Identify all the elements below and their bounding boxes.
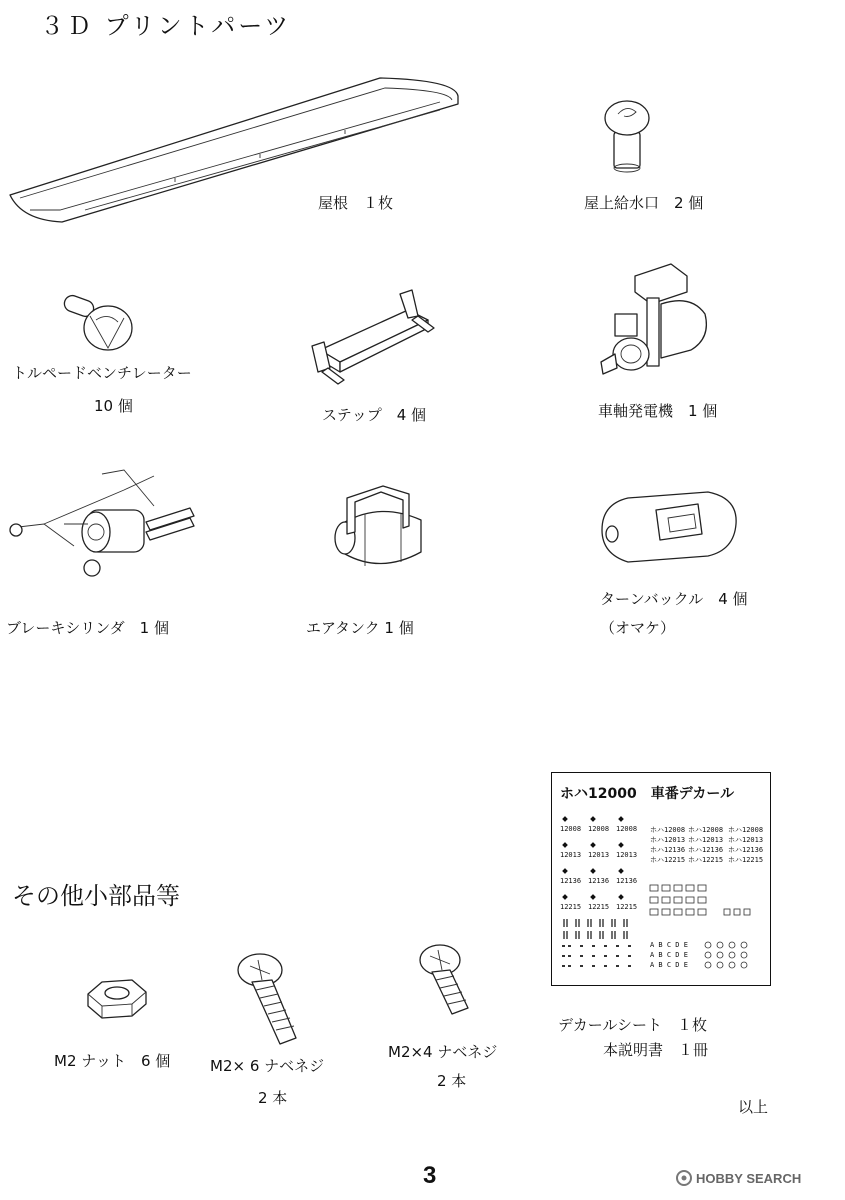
decal-sheet <box>551 772 771 986</box>
decal-letters: A B C D E <box>650 951 688 959</box>
turnbuckle-illustration <box>598 488 743 568</box>
water-filler-illustration <box>600 96 660 176</box>
decal-number: 12008 <box>616 825 638 833</box>
decal-number: ホハ12215 <box>650 856 686 864</box>
nut-illustration <box>82 972 152 1028</box>
part-label-ventilator: トルペードベンチレーター <box>12 364 192 382</box>
decal-number: 12013 <box>616 851 638 859</box>
decal-number: ホハ12013 <box>728 836 764 844</box>
decal-number: ホハ12136 <box>650 846 686 854</box>
part-label-roof: 屋根 １枚 <box>318 194 394 212</box>
decal-number: 12008 <box>588 825 610 833</box>
decal-letters: A B C D E <box>650 961 688 969</box>
part-label-turnbuckle-note: （オマケ） <box>600 619 676 637</box>
decal-number: 12136 <box>588 877 610 885</box>
decal-number: 12136 <box>616 877 638 885</box>
part-label-ventilator-qty: 10 個 <box>94 397 133 415</box>
screw-m2x6-illustration <box>228 950 308 1050</box>
decal-title: ホハ12000 車番デカール <box>560 786 735 802</box>
part-label-screw-m2x6: M2× 6 ナベネジ <box>210 1057 325 1075</box>
part-label-screw-m2x6-qty: 2 本 <box>258 1089 288 1107</box>
part-label-turnbuckle: ターンバックル 4 個 <box>600 590 748 608</box>
decal-number: ホハ12215 <box>688 856 724 864</box>
other-parts-title: その他小部品等 <box>12 882 180 910</box>
decal-number: 12008 <box>560 825 582 833</box>
decal-number: 12215 <box>588 903 610 911</box>
part-label-brake-cylinder: ブレーキシリンダ 1 個 <box>6 619 169 637</box>
part-label-air-tank: エアタンク 1 個 <box>306 619 414 637</box>
decal-number: 12136 <box>560 877 582 885</box>
decal-number: 12013 <box>560 851 582 859</box>
part-label-step: ステップ 4 個 <box>322 406 427 424</box>
step-illustration <box>300 288 450 388</box>
decal-number: ホハ12215 <box>728 856 764 864</box>
part-label-water-filler: 屋上給水口 2 個 <box>584 194 704 212</box>
decal-letters: A B C D E <box>650 941 688 949</box>
generator-illustration <box>595 258 725 388</box>
section-title: ３Ｄ プリントパーツ <box>40 12 292 40</box>
decal-number: ホハ12008 <box>688 826 724 834</box>
watermark <box>676 1170 801 1186</box>
decal-number: ホハ12136 <box>728 846 764 854</box>
end-text: 以上 <box>738 1098 769 1116</box>
part-label-decal-sheet: デカールシート １枚 <box>558 1016 708 1034</box>
decal-number: 12013 <box>588 851 610 859</box>
watermark-text: HOBBY SEARCH <box>696 1170 802 1186</box>
decal-number: 12215 <box>616 903 638 911</box>
ventilator-illustration <box>58 290 148 360</box>
page-number: 3 <box>423 1162 437 1189</box>
decal-number: ホハ12013 <box>688 836 724 844</box>
brake-cylinder-illustration <box>4 466 199 591</box>
part-label-screw-m2x4: M2×4 ナベネジ <box>388 1043 498 1061</box>
decal-number: ホハ12013 <box>650 836 686 844</box>
part-label-manual: 本説明書 １冊 <box>603 1041 709 1059</box>
decal-number: ホハ12008 <box>650 826 686 834</box>
air-tank-illustration <box>325 482 435 582</box>
decal-number: ホハ12136 <box>688 846 724 854</box>
decal-number: 12215 <box>560 903 582 911</box>
roof-illustration <box>0 70 470 230</box>
screw-m2x4-illustration <box>410 940 480 1020</box>
part-label-generator: 車軸発電機 1 個 <box>598 402 718 420</box>
decal-number: ホハ12008 <box>728 826 764 834</box>
hobby-search-logo-icon <box>676 1170 692 1186</box>
part-label-screw-m2x4-qty: 2 本 <box>437 1072 467 1090</box>
part-label-nut: M2 ナット 6 個 <box>54 1052 171 1070</box>
